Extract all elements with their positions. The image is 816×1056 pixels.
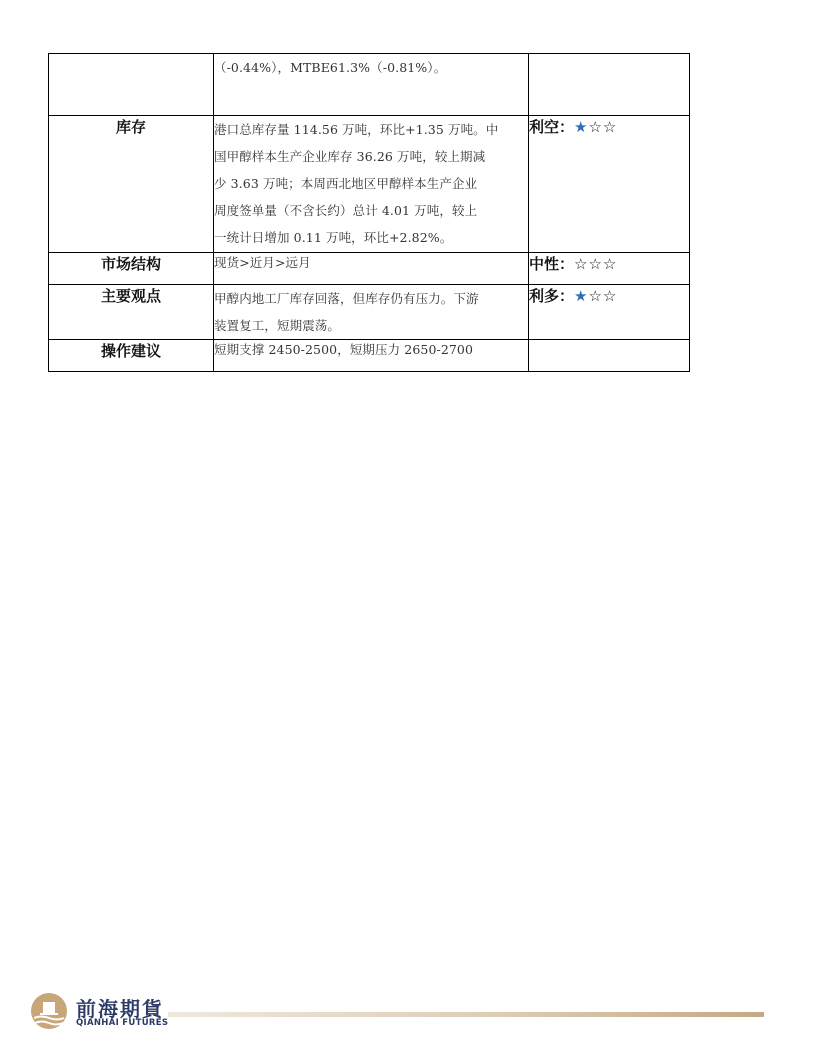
star-empty-icon: ☆ [602, 287, 618, 305]
rating-cell [529, 340, 690, 372]
content-line: 短期支撑 2450-2500，短期压力 2650-2700 [214, 342, 474, 357]
row-label: 主要观点 [49, 285, 214, 340]
star-empty-icon: ☆ [574, 255, 589, 273]
row-content [214, 285, 529, 340]
rating-cell [529, 285, 690, 340]
content-line: 现货>近月>远月 [214, 255, 311, 270]
rating-label: 中性： [529, 255, 575, 273]
row-label: 市场结构 [49, 253, 214, 285]
row-content [214, 253, 529, 285]
rating-cell [529, 54, 690, 116]
content-line: （-0.44%），MTBE61.3%（-0.81%）。 [214, 60, 447, 75]
footer-divider [168, 1012, 764, 1017]
star-rating [574, 255, 617, 273]
table-row-continuation [49, 54, 690, 116]
row-content [214, 116, 529, 253]
star-filled-icon: ★ [574, 118, 589, 136]
star-empty-icon: ☆ [602, 255, 618, 273]
star-empty-icon: ☆ [588, 118, 603, 136]
content-line: 国甲醇样本生产企业库存 36.26 万吨，较上期减 [214, 149, 486, 164]
row-label: 库存 [49, 116, 214, 253]
content-line: 周度签单量（不含长约）总计 4.01 万吨，较上 [214, 203, 478, 218]
star-empty-icon: ☆ [588, 287, 603, 305]
content-line: 少 3.63 万吨；本周西北地区甲醇样本生产企业 [214, 176, 478, 191]
logo-chinese-name: 前海期貨 [76, 997, 164, 1021]
star-empty-icon: ☆ [602, 118, 618, 136]
content-line: 港口总库存量 114.56 万吨，环比+1.35 万吨。中 [214, 122, 499, 137]
rating-cell [529, 116, 690, 253]
star-rating [574, 118, 617, 136]
logo-english-name: QIANHAI FUTURES [76, 1018, 169, 1028]
table-row-main-view [49, 285, 690, 340]
star-filled-icon: ★ [574, 287, 589, 305]
row-label [49, 54, 214, 116]
row-content [214, 54, 529, 116]
row-label: 操作建议 [49, 340, 214, 372]
content-line: 装置复工，短期震荡。 [214, 318, 341, 333]
star-empty-icon: ☆ [588, 255, 603, 273]
rating-cell [529, 253, 690, 285]
rating-label: 利空： [529, 118, 575, 136]
table-row-market-structure [49, 253, 690, 285]
content-line: 一统计日增加 0.11 万吨，环比+2.82%。 [214, 230, 453, 245]
star-rating [574, 287, 617, 305]
content-line: 甲醇内地工厂库存回落，但库存仍有压力。下游 [214, 291, 479, 306]
rating-label: 利多： [529, 287, 575, 305]
commodity-report-table [48, 53, 690, 372]
company-logo [30, 993, 169, 1033]
sunrise-over-waves-icon [30, 993, 70, 1031]
table-row-inventory [49, 116, 690, 253]
row-content [214, 340, 529, 372]
table-row-suggestion [49, 340, 690, 372]
